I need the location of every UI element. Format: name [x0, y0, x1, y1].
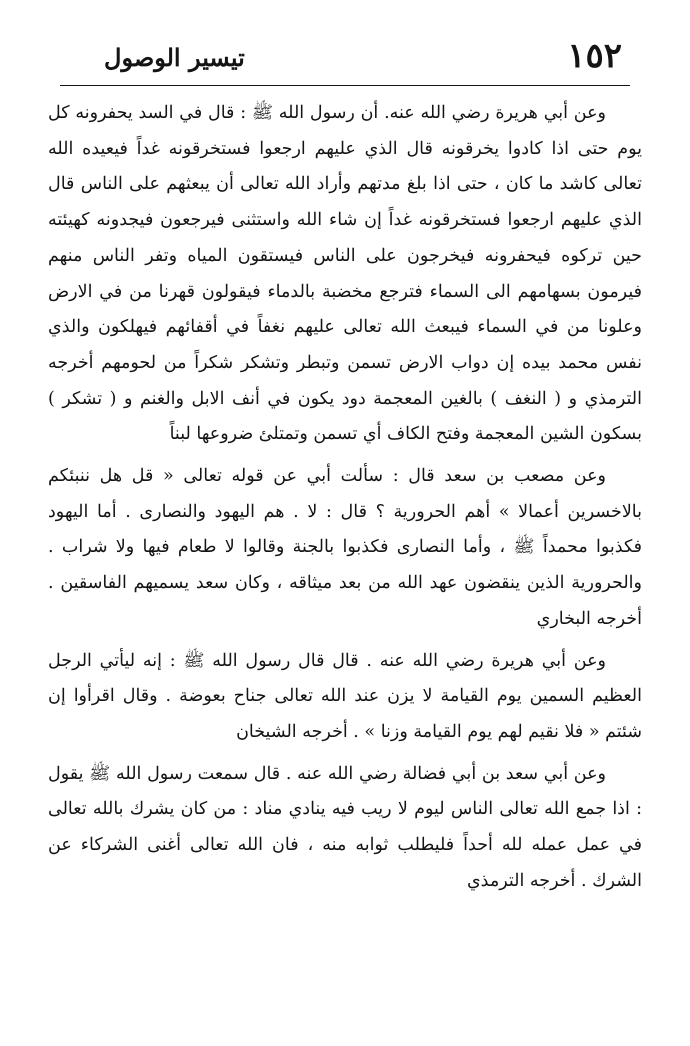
hadith-paragraph-3: وعن أبي هريرة رضي الله عنه . قال قال رسول الله ﷺ : إنه ليأتي الرجل العظيم السمين يوم القيامة لا يزن عند الله تعالى جناح بعوضة . وقال اقرأوا إن شئتم « فلا نقيم لهم يوم القيامة وزنا » . أخرجه الشيخان: [48, 650, 642, 742]
page-header: [60, 34, 630, 86]
hadith-paragraph-1: وعن أبي هريرة رضي الله عنه. أن رسول الله ﷺ : قال في السد يحفرونه كل يوم حتى اذا كادوا يخرقونه قال الذي عليهم ارجعوا فستخرقونه غداً فيعيده الله تعالى كاشد ما كان ، حتى اذا بلغ مدتهم وأراد الله تعالى أن يبعثهم على الناس قال الذي عليهم ارجعوا فستخرقونه غداً إن شاء الله واستثنى فيرجعون فيجدونه كهيئته حين تركوه فيحفرونه فيخرجون على الناس فيستقون المياه وتفر الناس منهم فيرمون بسهامهم الى السماء فترجع مخضبة بالدماء فيقولون قهرنا من في الارض وعلونا من في السماء فيبعث الله تعالى عليهم نغفاً في أقفائهم فيهلكون والذي نفس محمد بيده إن دواب الارض تسمن وتبطر وتشكر شكراً من لحومهم أخرجه الترمذي و ( النغف ) بالغين المعجمة دود يكون في أنف الابل والغنم و ( تشكر ) بسكون الشين المعجمة وفتح الكاف أي تسمن وتمتلئ ضروعها لبناً: [48, 103, 642, 445]
header-rule: [60, 85, 630, 86]
hadith-paragraph-2: وعن مصعب بن سعد قال : سألت أبي عن قوله تعالى « قل هل ننبئكم بالاخسرين أعمالا » أهم الحرورية ؟ قال : لا . هم اليهود والنصارى . أما اليهود فكذبوا محمداً ﷺ ، وأما النصارى فكذبوا بالجنة وقالوا لا طعام فيها ولا شراب . والحرورية الذين ينقضون عهد الله من بعد ميثاقه ، وكان سعد يسميهم الفاسقين . أخرجه البخاري: [48, 466, 642, 629]
hadith-paragraph-4: وعن أبي سعد بن أبي فضالة رضي الله عنه . قال سمعت رسول الله ﷺ يقول : اذا جمع الله تعالى الناس ليوم لا ريب فيه ينادي مناد : من كان يشرك بالله تعالى في عمل عمله لله أحداً فليطلب ثوابه منه ، فان الله تعالى أغنى الشركاء عن الشرك . أخرجه الترمذي: [48, 763, 642, 891]
page-number: ١٥٢: [567, 36, 622, 76]
page-body: [48, 96, 642, 899]
book-title: تيسير الوصول: [104, 43, 245, 72]
